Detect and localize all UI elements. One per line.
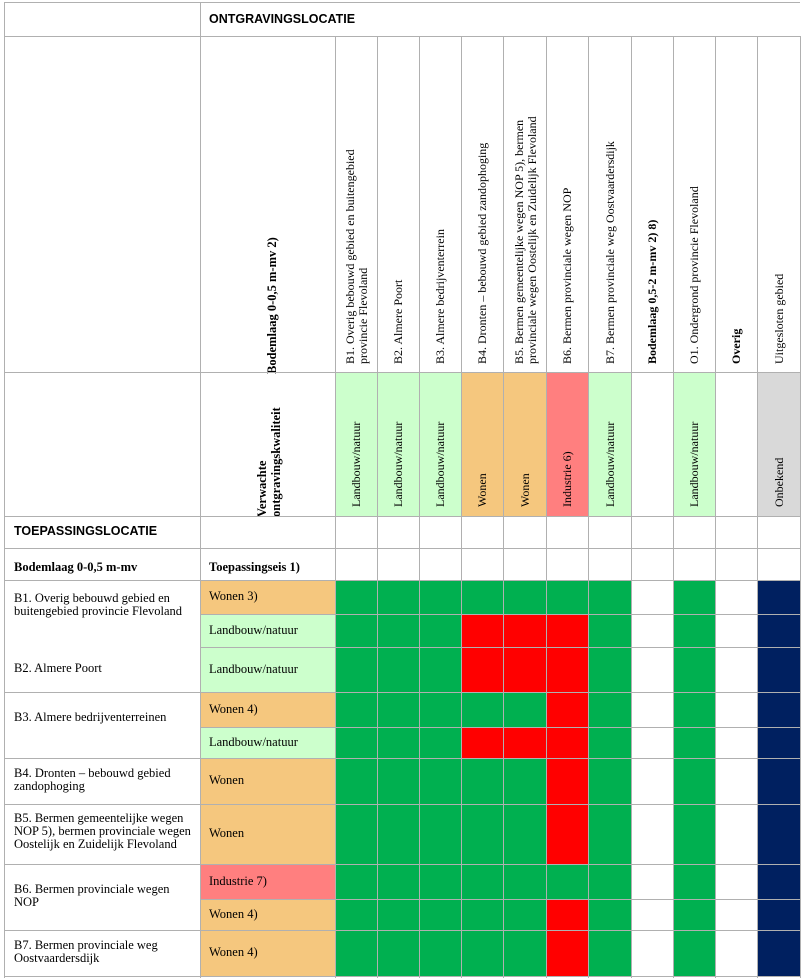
toepassingseis-label: Landbouw/natuur (209, 622, 298, 637)
matrix-cell (588, 899, 631, 930)
grid-line (200, 580, 800, 581)
grid-line (461, 36, 462, 978)
grid-line (631, 36, 632, 978)
matrix-cell (546, 864, 588, 899)
matrix-cell (335, 864, 377, 899)
quality-label: Landbouw/natuur (433, 421, 447, 507)
grid-line (4, 976, 200, 977)
grid-line (335, 36, 336, 978)
matrix-cell (335, 692, 377, 727)
column-header-line1: Bodemlaag 0,5-2 m-mv 2) 8) (645, 219, 659, 364)
toepassingseis-label: Toepassingseis 1) (209, 560, 300, 574)
matrix-cell (757, 930, 800, 976)
grid-line (4, 692, 200, 693)
toepassing-title: TOEPASSINGSLOCATIE (14, 524, 158, 538)
quality-label: Wonen (517, 473, 532, 507)
column-header-line1: B6. Bermen provinciale wegen NOP (560, 187, 574, 364)
matrix-cell (419, 864, 461, 899)
matrix-cell (715, 864, 757, 899)
matrix-cell (377, 758, 419, 804)
matrix-cell (461, 692, 503, 727)
matrix-cell (757, 804, 800, 864)
matrix-cell (419, 804, 461, 864)
location-label: B2. Almere Poort (14, 660, 102, 675)
toepassingseis-label: Wonen 4) (209, 945, 258, 959)
matrix-cell (673, 580, 715, 614)
matrix-cell (673, 647, 715, 692)
matrix-cell (546, 727, 588, 758)
grid-line (419, 36, 420, 978)
matrix-cell (715, 930, 757, 976)
grid-line (503, 36, 504, 978)
grid-line (715, 36, 716, 978)
matrix-cell (419, 930, 461, 976)
matrix-cell (335, 647, 377, 692)
matrix-cell (335, 804, 377, 864)
matrix-cell (546, 930, 588, 976)
matrix-cell (588, 580, 631, 614)
matrix-cell (503, 727, 546, 758)
toepassingseis-label: Wonen 4) (209, 701, 258, 716)
matrix-cell (715, 899, 757, 930)
column-header-line2: provincie Flevoland (356, 267, 370, 364)
matrix-cell (715, 580, 757, 614)
matrix-cell (335, 614, 377, 647)
grid-line (200, 864, 800, 865)
matrix-cell (715, 692, 757, 727)
matrix-cell (503, 930, 546, 976)
matrix-cell (757, 692, 800, 727)
verwachte-line1: Verwachte (255, 460, 269, 517)
matrix-cell (673, 864, 715, 899)
matrix-cell (757, 647, 800, 692)
matrix-cell (503, 864, 546, 899)
matrix-cell (335, 580, 377, 614)
matrix-cell (419, 758, 461, 804)
grid-line (4, 372, 800, 373)
grid-line (4, 548, 800, 549)
matrix-cell (715, 727, 757, 758)
matrix-cell (503, 758, 546, 804)
matrix-cell (335, 758, 377, 804)
matrix-cell (588, 758, 631, 804)
grid-line (673, 36, 674, 978)
toepassingseis-label: Wonen 4) (209, 906, 258, 921)
toepassingseis-label: Wonen 3) (209, 589, 258, 603)
matrix-cell (461, 804, 503, 864)
matrix-cell (631, 692, 673, 727)
grid-line (200, 899, 800, 900)
column-header-line1: O1. Ondergrond provincie Flevoland (687, 186, 701, 364)
matrix-cell (673, 899, 715, 930)
grid-line (4, 804, 200, 805)
grid-line (200, 804, 800, 805)
matrix-cell (546, 692, 588, 727)
matrix-cell (461, 647, 503, 692)
column-header-line1: B5. Bermen gemeentelijke wegen NOP 5), bermen (511, 119, 526, 364)
quality-cell (715, 372, 757, 516)
bodemlaag-rotated-header: Bodemlaag 0-0,5 m-mv 2) (265, 237, 279, 374)
matrix-cell (546, 804, 588, 864)
toepassingseis-label: Industrie 7) (209, 873, 267, 888)
column-header-line1: Overig (729, 328, 743, 364)
quality-cell (631, 372, 673, 516)
column-header-line1: Uitgesloten gebied (771, 273, 786, 364)
matrix-cell (673, 727, 715, 758)
ontgraving-title: ONTGRAVINGSLOCATIE (209, 12, 356, 26)
matrix-cell (377, 899, 419, 930)
grid-line (588, 36, 589, 978)
column-header-line1: B3. Almere bedrijventerrein (433, 229, 447, 364)
matrix-cell (419, 899, 461, 930)
matrix-cell (419, 727, 461, 758)
matrix-cell (503, 804, 546, 864)
quality-label: Industrie 6) (560, 451, 574, 507)
verwachte-line2: ontgravingskwaliteit (269, 407, 283, 517)
matrix-cell (377, 692, 419, 727)
matrix-cell (335, 727, 377, 758)
grid-line (200, 930, 800, 931)
matrix-cell (419, 647, 461, 692)
matrix-cell (503, 899, 546, 930)
matrix-cell (546, 899, 588, 930)
matrix-cell (461, 758, 503, 804)
quality-label: Landbouw/natuur (602, 421, 617, 507)
matrix-cell (631, 614, 673, 647)
matrix-cell (631, 804, 673, 864)
column-header-line1: B1. Overig bebouwd gebied en buitengebied (343, 149, 357, 364)
matrix-cell (335, 899, 377, 930)
matrix-cell (631, 758, 673, 804)
matrix-cell (377, 930, 419, 976)
matrix-cell (757, 727, 800, 758)
grid-line (200, 758, 800, 759)
location-label: B1. Overig bebouwd gebied en buitengebied provincie Flevoland (14, 590, 183, 618)
quality-label: Landbouw/natuur (687, 421, 701, 507)
quality-label: Landbouw/natuur (349, 421, 363, 507)
matrix-cell (757, 899, 800, 930)
matrix-cell (546, 614, 588, 647)
matrix-cell (715, 804, 757, 864)
matrix-cell (461, 864, 503, 899)
matrix-cell (503, 614, 546, 647)
matrix-cell (673, 614, 715, 647)
grid-line (200, 614, 800, 615)
matrix-cell (546, 758, 588, 804)
grid-line (4, 36, 800, 37)
matrix-cell (419, 692, 461, 727)
matrix-cell (757, 864, 800, 899)
matrix-cell (503, 692, 546, 727)
grid-line (800, 36, 801, 978)
grid-line (377, 36, 378, 978)
location-label: B4. Dronten – bebouwd gebied zandophoging (14, 766, 171, 793)
quality-label: Landbouw/natuur (391, 421, 405, 507)
matrix-cell (377, 614, 419, 647)
matrix-cell (503, 647, 546, 692)
toepassingseis-label: Wonen (209, 773, 245, 787)
column-header-line1: B7. Bermen provinciale weg Oostvaardersdijk (602, 141, 617, 364)
matrix-cell (631, 899, 673, 930)
matrix-cell (461, 614, 503, 647)
grid-line (4, 930, 200, 931)
quality-label: Wonen (475, 473, 489, 507)
matrix-cell (673, 758, 715, 804)
grid-line (757, 36, 758, 978)
column-header-line2: provinciale wegen Oostelijk en Zuidelijk Flevoland (524, 116, 539, 364)
grid-line (4, 2, 5, 978)
matrix-cell (377, 804, 419, 864)
soil-quality-table (4, 2, 802, 978)
matrix-cell (715, 647, 757, 692)
matrix-cell (503, 580, 546, 614)
matrix-cell (588, 692, 631, 727)
matrix-cell (588, 647, 631, 692)
column-header-line1: B2. Almere Poort (391, 279, 405, 364)
toepassingseis-label: Landbouw/natuur (209, 734, 298, 749)
matrix-cell (377, 727, 419, 758)
matrix-cell (377, 647, 419, 692)
matrix-cell (588, 930, 631, 976)
matrix-cell (377, 580, 419, 614)
toepassingseis-label: Wonen (209, 826, 245, 840)
matrix-cell (419, 580, 461, 614)
grid-line (4, 516, 800, 517)
grid-line (4, 580, 200, 581)
toepassingseis-label: Landbouw/natuur (209, 661, 298, 676)
matrix-cell (757, 614, 800, 647)
grid-line (200, 647, 800, 648)
matrix-cell (673, 804, 715, 864)
matrix-cell (631, 647, 673, 692)
matrix-cell (631, 727, 673, 758)
location-label: B5. Bermen gemeentelijke wegen NOP 5), bermen provinciale wegen Oostelijk en Zuidelijk Flevoland (14, 811, 191, 851)
bodemlaag-row-label: Bodemlaag 0-0,5 m-mv (14, 560, 138, 574)
quality-label: Onbekend (771, 457, 786, 507)
matrix-cell (631, 864, 673, 899)
column-header-line1: B4. Dronten – bebouwd gebied zandophoging (475, 142, 489, 364)
matrix-cell (588, 864, 631, 899)
grid-line (200, 692, 800, 693)
grid-line (546, 36, 547, 978)
matrix-cell (588, 727, 631, 758)
matrix-cell (546, 580, 588, 614)
matrix-cell (377, 864, 419, 899)
matrix-cell (673, 692, 715, 727)
grid-line (4, 2, 800, 3)
matrix-cell (715, 758, 757, 804)
matrix-cell (461, 930, 503, 976)
matrix-cell (335, 930, 377, 976)
matrix-cell (546, 647, 588, 692)
location-label: B6. Bermen provinciale wegen NOP (14, 882, 170, 909)
matrix-cell (461, 899, 503, 930)
matrix-cell (461, 727, 503, 758)
grid-line (200, 976, 800, 977)
grid-line (4, 758, 200, 759)
matrix-cell (631, 580, 673, 614)
location-label: B7. Bermen provinciale weg Oostvaardersdijk (14, 938, 158, 965)
matrix-cell (588, 804, 631, 864)
matrix-cell (419, 614, 461, 647)
grid-line (200, 2, 201, 978)
matrix-cell (757, 580, 800, 614)
matrix-cell (631, 930, 673, 976)
location-label: B3. Almere bedrijventerreinen (14, 710, 167, 724)
grid-line (4, 864, 200, 865)
matrix-cell (757, 758, 800, 804)
matrix-cell (461, 580, 503, 614)
matrix-cell (673, 930, 715, 976)
matrix-cell (715, 614, 757, 647)
grid-line (200, 727, 800, 728)
matrix-cell (588, 614, 631, 647)
